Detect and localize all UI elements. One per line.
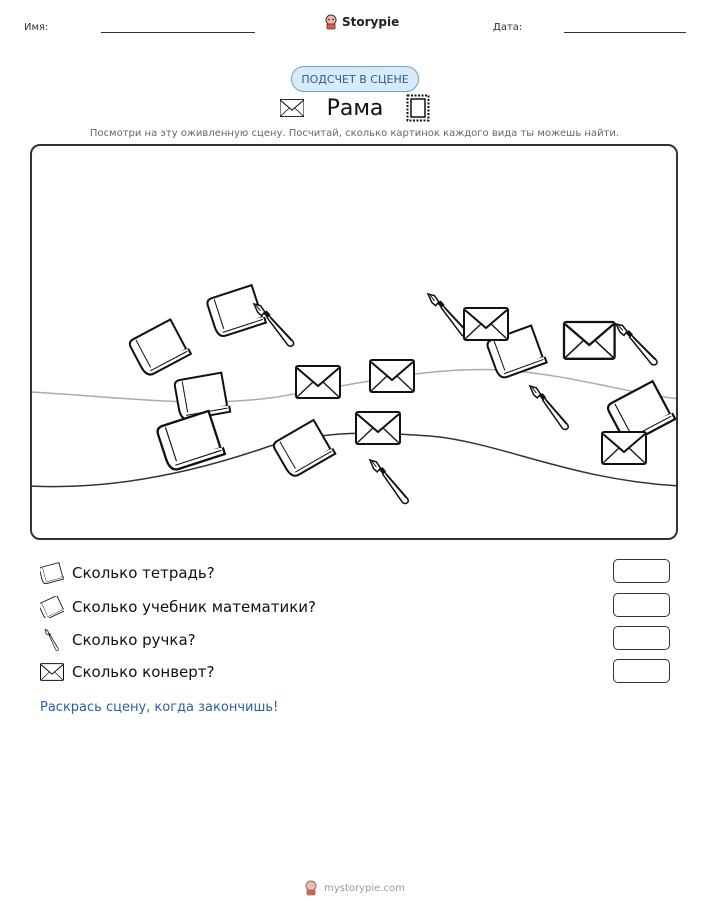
pen-icon	[616, 317, 658, 372]
question-text: Сколько тетрадь?	[72, 564, 215, 582]
math-textbook-icon	[272, 419, 335, 479]
pen-icon	[428, 288, 468, 342]
date-label: Дата:	[493, 22, 523, 33]
question-envelope	[40, 662, 214, 682]
notebook-icon	[40, 562, 64, 584]
question-math-textbook	[40, 596, 316, 618]
envelope-icon	[370, 360, 414, 392]
storypie-logo	[324, 14, 399, 30]
activity-badge: ПОДСЧЕТ В СЦЕНЕ	[291, 66, 419, 92]
answer-box-notebook[interactable]	[613, 559, 670, 583]
math-textbook-icon	[156, 410, 225, 472]
instruction-text: Посмотри на эту оживленную сцену. Посчитай, сколько картинок каждого вида ты можешь найти.	[89, 128, 620, 139]
question-text: Сколько конверт?	[72, 663, 215, 681]
envelope-icon	[40, 662, 64, 682]
mascot-icon	[304, 880, 318, 896]
pen-icon	[370, 455, 409, 509]
name-field[interactable]	[101, 32, 255, 33]
name-label: Имя:	[24, 22, 49, 33]
footer-url[interactable]: mystorypie.com	[324, 882, 405, 894]
answer-box-envelope[interactable]	[613, 659, 670, 683]
envelope-icon	[464, 308, 508, 340]
envelope-icon	[280, 99, 304, 117]
frame-icon	[406, 94, 430, 122]
answer-box-math-textbook[interactable]	[613, 593, 670, 617]
counting-scene	[30, 144, 678, 540]
mascot-icon	[324, 14, 338, 30]
footer	[0, 880, 709, 896]
pen-icon	[530, 381, 569, 435]
title-row	[280, 92, 430, 124]
math-textbook-icon	[40, 596, 64, 618]
background-hill-line	[30, 369, 678, 401]
math-textbook-icon	[128, 319, 191, 378]
answer-box-pen[interactable]	[613, 626, 670, 650]
envelope-icon	[602, 432, 646, 464]
color-instruction: Раскрась сцену, когда закончишь!	[40, 700, 279, 715]
question-text: Сколько ручка?	[72, 631, 196, 649]
logo-text: Storypie	[342, 15, 400, 29]
question-notebook	[40, 562, 215, 584]
question-text: Сколько учебник математики?	[72, 598, 316, 616]
envelope-icon	[356, 412, 400, 444]
pen-icon	[40, 629, 64, 651]
question-pen	[40, 629, 196, 651]
date-field[interactable]	[564, 32, 686, 33]
envelope-icon	[296, 366, 340, 398]
page-title: Рама	[326, 95, 384, 121]
foreground-hill-line	[30, 433, 678, 486]
envelope-icon	[564, 322, 615, 359]
